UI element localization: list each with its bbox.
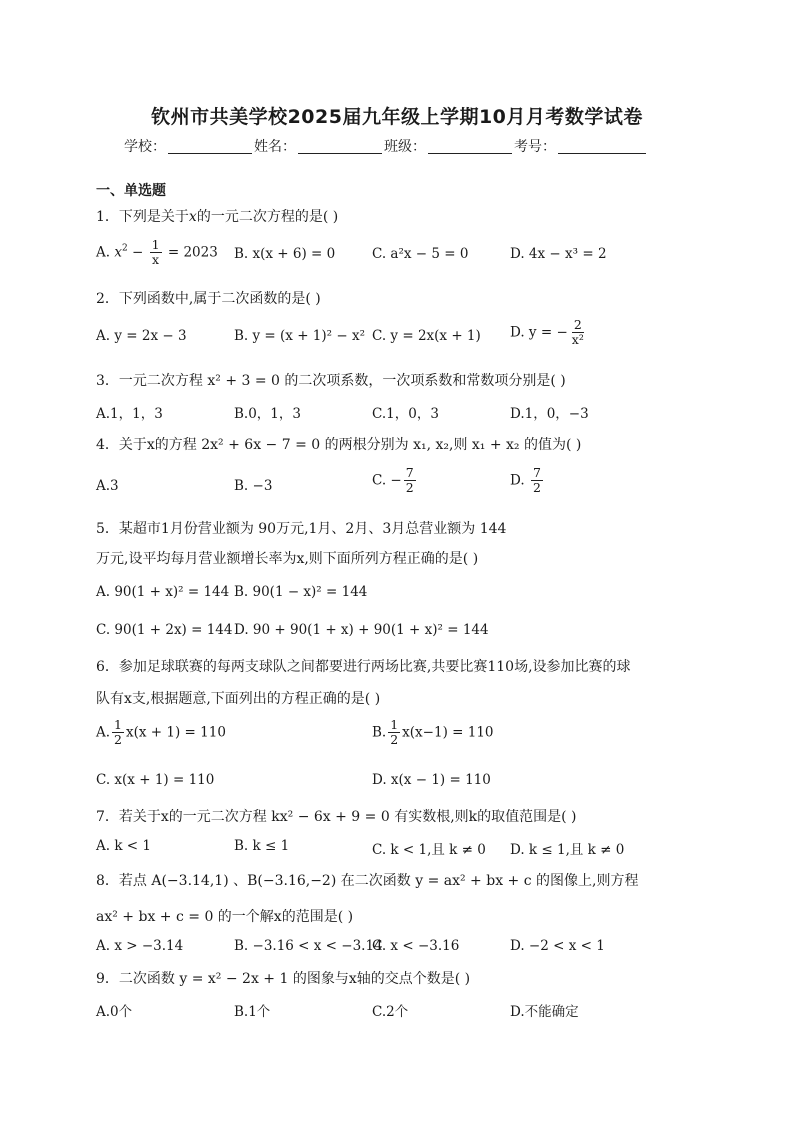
school-label: 学校：: [124, 139, 166, 155]
q8-option-c[interactable]: C. x < −3.16: [372, 938, 460, 954]
q6-fraction-a: $\frac{1}{2}$: [114, 717, 122, 748]
exam-title: 钦州市共美学校2025届九年级上学期10月月考数学试卷: [151, 106, 643, 128]
q2-fraction: $\frac{2}{\text{x²}}$: [571, 317, 584, 348]
q2-option-c[interactable]: C. y = 2x(x + 1): [372, 328, 481, 344]
q2-option-a[interactable]: A. y = 2x − 3: [96, 328, 187, 344]
q4-option-c[interactable]: C. − $\frac{7}{2}$: [372, 465, 414, 496]
q3-option-a[interactable]: A.1，1，3: [96, 406, 163, 422]
q1-fraction: $\frac{1}{x}$: [151, 237, 160, 268]
question-6-line-1: 6．参加足球联赛的每两支球队之间都要进行两场比赛,共要比赛110场,设参加比赛的球: [96, 659, 631, 675]
q6-option-b[interactable]: B. $\frac{1}{2}$ x(x−1) = 110: [372, 717, 494, 748]
q8-option-a[interactable]: A. x > −3.14: [96, 938, 184, 954]
q7-option-d[interactable]: D. k ≤ 1,且 k ≠ 0: [510, 842, 625, 858]
q6-option-d[interactable]: D. x(x − 1) = 110: [372, 772, 491, 788]
student-info-row: [124, 136, 648, 156]
q1-option-b[interactable]: B. x(x + 6) = 0: [234, 246, 336, 262]
q9-option-b[interactable]: B.1个: [234, 1004, 271, 1020]
question-7: 7．若关于x的一元二次方程 kx² − 6x + 9 = 0 有实数根,则k的取值范围是( ): [96, 809, 577, 825]
q1-option-d[interactable]: D. 4x − x³ = 2: [510, 246, 607, 262]
q7-option-a[interactable]: A. k < 1: [96, 838, 151, 854]
class-label: 班级：: [384, 139, 426, 155]
class-blank[interactable]: [428, 139, 512, 154]
q4-option-d[interactable]: D. $\frac{7}{2}$: [510, 465, 541, 496]
q3-option-d[interactable]: D.1，0，−3: [510, 406, 589, 422]
q1-option-c[interactable]: C. a²x − 5 = 0: [372, 246, 469, 262]
question-6-line-2: 队有x支,根据题意,下面列出的方程正确的是( ): [96, 691, 381, 707]
q4-option-a[interactable]: A.3: [96, 478, 119, 494]
q8-option-d[interactable]: D. −2 < x < 1: [510, 938, 605, 954]
q6-option-c[interactable]: C. x(x + 1) = 110: [96, 772, 215, 788]
section-heading: 一、单选题: [96, 183, 166, 199]
exam-number-label: 考号：: [514, 139, 556, 155]
question-2: 2．下列函数中,属于二次函数的是( ): [96, 291, 321, 307]
question-5-line-2: 万元,设平均每月营业额增长率为x,则下面所列方程正确的是( ): [96, 551, 479, 567]
question-9: 9．二次函数 y = x² − 2x + 1 的图象与x轴的交点个数是( ): [96, 971, 471, 987]
q9-option-a[interactable]: A.0个: [96, 1004, 133, 1020]
q6-fraction-b: $\frac{1}{2}$: [390, 717, 399, 748]
q7-option-c[interactable]: C. k < 1,且 k ≠ 0: [372, 842, 486, 858]
name-blank[interactable]: [298, 139, 382, 154]
q5-option-c[interactable]: C. 90(1 + 2x) = 144: [96, 622, 233, 638]
q4-option-b[interactable]: B. −3: [234, 478, 273, 494]
question-1: 1．下列是关于x的一元二次方程的是( ): [96, 209, 339, 225]
q4-fraction-d: $\frac{7}{2}$: [532, 465, 541, 496]
q9-option-d[interactable]: D.不能确定: [510, 1004, 579, 1020]
q2-option-d[interactable]: D. y = − $\frac{2}{\text{x²}}$: [510, 317, 584, 348]
q9-option-c[interactable]: C.2个: [372, 1004, 409, 1020]
q3-option-b[interactable]: B.0，1，3: [234, 406, 301, 422]
q8-option-b[interactable]: B. −3.16 < x < −3.14: [234, 938, 383, 954]
q5-option-b[interactable]: B. 90(1 − x)² = 144: [234, 584, 368, 600]
name-label: 姓名：: [254, 139, 296, 155]
question-3: 3．一元二次方程 x² + 3 = 0 的二次项系数，一次项系数和常数项分别是( ): [96, 373, 566, 389]
school-blank[interactable]: [168, 139, 252, 154]
q6-option-a[interactable]: A. $\frac{1}{2}$ x(x + 1) = 110: [96, 717, 226, 748]
exam-number-blank[interactable]: [558, 139, 646, 154]
q1-option-a[interactable]: A. $x^2$ − $\frac{1}{x}$ = 2023: [96, 237, 218, 268]
question-5-line-1: 5．某超市1月份营业额为 90万元,1月、2月、3月总营业额为 144: [96, 521, 507, 537]
question-4: 4．关于x的方程 2x² + 6x − 7 = 0 的两根分别为 x₁, x₂,则 x₁ + x₂ 的值为( ): [96, 437, 582, 453]
q5-option-a[interactable]: A. 90(1 + x)² = 144: [96, 584, 230, 600]
q5-option-d[interactable]: D. 90 + 90(1 + x) + 90(1 + x)² = 144: [234, 622, 489, 638]
question-8-line-1: 8．若点 A(−3.14,1) 、B(−3.16,−2) 在二次函数 y = ax² + bx + c 的图像上,则方程: [96, 873, 639, 889]
q2-option-b[interactable]: B. y = (x + 1)² − x²: [234, 328, 365, 344]
q3-option-c[interactable]: C.1，0，3: [372, 406, 439, 422]
question-8-line-2: ax² + bx + c = 0 的一个解x的范围是( ): [96, 909, 354, 925]
q4-fraction-c: $\frac{7}{2}$: [405, 465, 414, 496]
q7-option-b[interactable]: B. k ≤ 1: [234, 838, 290, 854]
